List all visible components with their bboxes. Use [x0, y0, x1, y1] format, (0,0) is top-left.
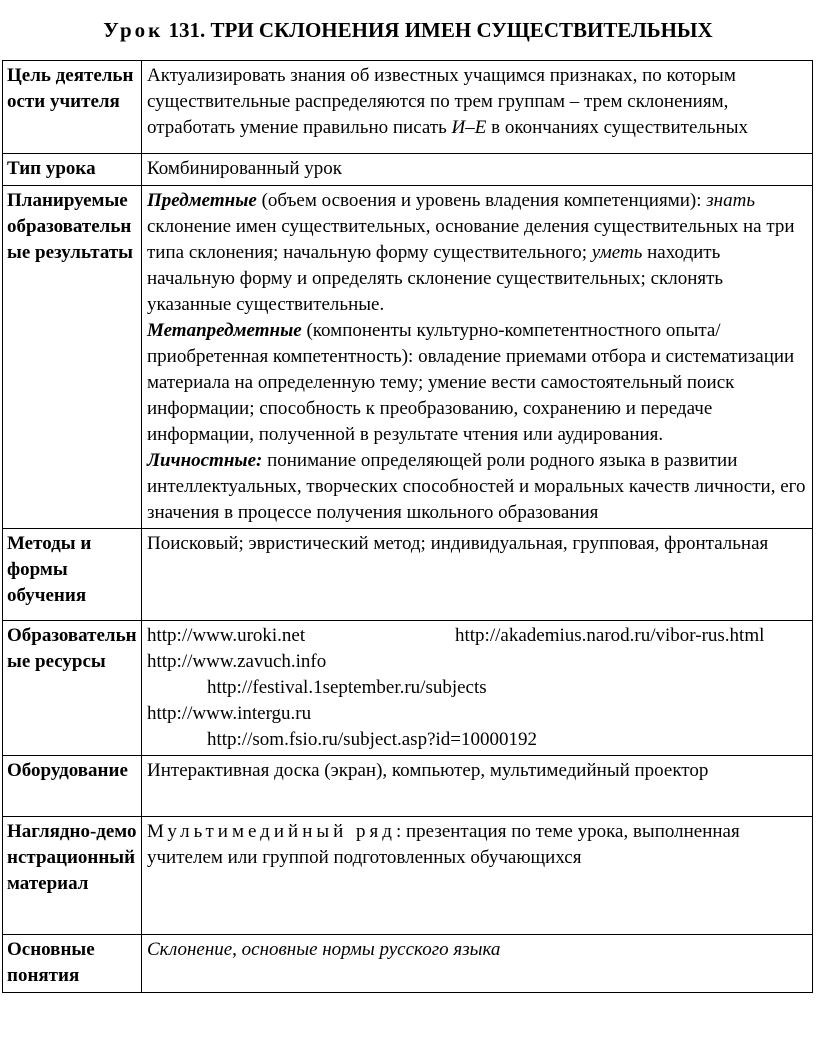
table-row-equipment [3, 756, 813, 817]
resource-link[interactable]: http://som.fsio.ru/subject.asp?id=10000192 [207, 729, 537, 750]
meta-results-text: (компоненты культурно-компетентностного опыта/приобретенная компетентность): овладение приемами отбора и систематизации материала на определенную тему; умение вести самостоятельный поиск информации; способность к преобразованию, сохранению и передаче информации, полученной в результате чтения или аудирования. [147, 320, 795, 445]
row-value-outcomes [142, 186, 813, 529]
resource-line-4 [147, 701, 810, 727]
row-label-outcomes-text: Планируемые образовательные результаты [7, 190, 134, 263]
personal-results-text: понимание определяющей роли родного языка в развитии интеллектуальных, творческих способностей и моральных качеств личности, его значения в процессе получения школьного образования [147, 450, 806, 523]
row-label-methods-text: Методы и формы обучения [7, 533, 92, 606]
row-label-type [3, 154, 142, 186]
resource-line-3 [147, 675, 810, 701]
resource-link[interactable]: http://www.uroki.net [147, 625, 306, 646]
know-text: склонение имен существительных, основание деления существительных на три типа склонения; начальную форму существительного; [147, 216, 795, 263]
resource-link[interactable]: http://www.intergu.ru [147, 703, 312, 724]
title-prefix: Урок [103, 18, 164, 42]
table-row-goal [3, 61, 813, 154]
table-row-outcomes [3, 186, 813, 529]
title-text: 131. ТРИ СКЛОНЕНИЯ ИМЕН СУЩЕСТВИТЕЛЬНЫХ [163, 18, 713, 42]
lesson-plan-table [2, 60, 813, 993]
resource-link[interactable]: http://www.zavuch.info [147, 651, 327, 672]
table-row-resources [3, 621, 813, 756]
row-label-resources-text: Образовательные ресурсы [7, 625, 137, 672]
can-word: уметь [591, 242, 643, 263]
personal-results-title: Личностные: [147, 450, 263, 471]
resource-line-2 [147, 649, 810, 675]
row-label-visual [3, 817, 142, 935]
row-label-type-text: Тип урока [7, 158, 96, 179]
table-row-visual [3, 817, 813, 935]
row-value-visual [142, 817, 813, 935]
know-word: знать [706, 190, 755, 211]
meta-results-title: Метапредметные [147, 320, 302, 341]
table-row-type [3, 154, 813, 186]
row-value-resources [142, 621, 813, 756]
resource-line-1 [147, 623, 810, 649]
goal-text-before: Актуализировать знания об известных учащимся признаках, по которым существительные распределяются по трем группам – трем склонениям, отработать умение правильно писать [147, 65, 736, 138]
table-row-methods [3, 529, 813, 621]
subject-results-intro: (объем освоения и уровень владения компетенциями): [256, 190, 707, 211]
resource-link[interactable]: http://akademius.narod.ru/vibor-rus.html [455, 625, 765, 646]
subject-results-title: Предметные [147, 190, 257, 211]
resource-line-5 [147, 727, 810, 753]
row-value-equipment: Интерактивная доска (экран), компьютер, мультимедийный проектор [142, 756, 813, 817]
table-row-concepts [3, 935, 813, 993]
row-label-resources [3, 621, 142, 756]
goal-text-after: в окончаниях существительных [486, 117, 748, 138]
row-label-methods [3, 529, 142, 621]
row-value-concepts: Склонение, основные нормы русского языка [142, 935, 813, 993]
row-label-visual-text: Наглядно-демонстрационный материал [7, 821, 137, 894]
can-text: находить начальную форму и определять склонение существительных; склонять указанные существительные. [147, 242, 724, 315]
row-label-outcomes [3, 186, 142, 529]
row-value-type: Комбинированный урок [142, 154, 813, 186]
goal-letters: И–Е [451, 117, 487, 138]
row-value-goal [142, 61, 813, 154]
row-label-equipment [3, 756, 142, 817]
row-label-goal-text: Цель деятельности учителя [7, 65, 134, 112]
media-series-title: Мультимедийный ряд [147, 821, 396, 842]
media-series-text: : презентация по теме урока, выполненная учителем или группой подготовленных обучающихся [147, 821, 740, 868]
resource-link[interactable]: http://festival.1september.ru/subjects [207, 677, 487, 698]
row-label-goal [3, 61, 142, 154]
page-title [0, 16, 816, 44]
row-label-concepts [3, 935, 142, 993]
row-value-methods: Поисковый; эвристический метод; индивидуальная, групповая, фронтальная [142, 529, 813, 621]
row-label-concepts-text: Основные понятия [7, 939, 95, 986]
row-label-equipment-text: Оборудование [7, 760, 128, 781]
